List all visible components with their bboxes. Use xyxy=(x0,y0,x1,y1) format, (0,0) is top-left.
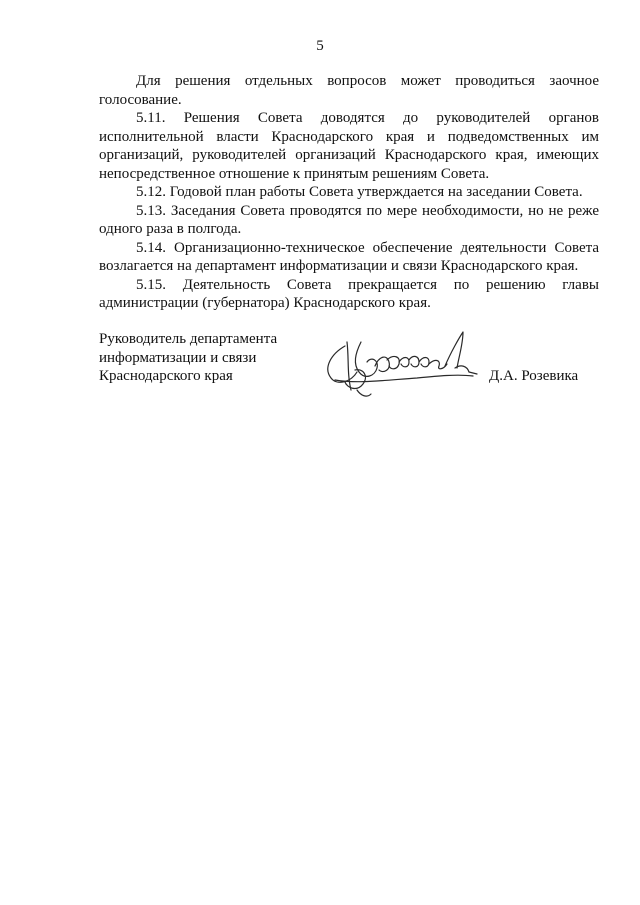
signatory-title-line: Краснодарского края xyxy=(99,368,233,384)
signatory-title xyxy=(99,330,277,386)
signatory-title-line: Руководитель департамента xyxy=(99,331,278,347)
paragraph-5-12: 5.12. Годовой план работы Совета утверждается на заседании Совета. xyxy=(136,184,583,200)
paragraph-5-15: 5.15. Деятельность Совета прекращается по решению главы администрации (губернатора) Краснодарского края. xyxy=(99,276,599,311)
signatory-name: Д.А. Розевика xyxy=(489,368,579,384)
paragraph-5-14: 5.14. Организационно-техническое обеспечение деятельности Совета возлагается на департамент информатизации и связи Краснодарского края. xyxy=(99,239,599,274)
paragraph-5-13: 5.13. Заседания Совета проводятся по мере необходимости, но не реже одного раза в полгода. xyxy=(99,202,599,237)
handwritten-signature-icon xyxy=(317,324,497,404)
signatory-title-line: информатизации и связи xyxy=(99,349,257,366)
page-number: 5 xyxy=(316,38,324,54)
paragraph-5-11: 5.11. Решения Совета доводятся до руководителей органов исполнительной власти Краснодарского края и подведомственных им организаций, руководителей организаций Краснодарского края, имеющих непосредственное отношение к принятым решениям Совета. xyxy=(99,110,599,182)
paragraph-absentee-voting: Для решения отдельных вопросов может проводиться заочное голосование. xyxy=(99,73,599,108)
signature-block xyxy=(99,330,599,400)
document-body xyxy=(99,72,599,313)
